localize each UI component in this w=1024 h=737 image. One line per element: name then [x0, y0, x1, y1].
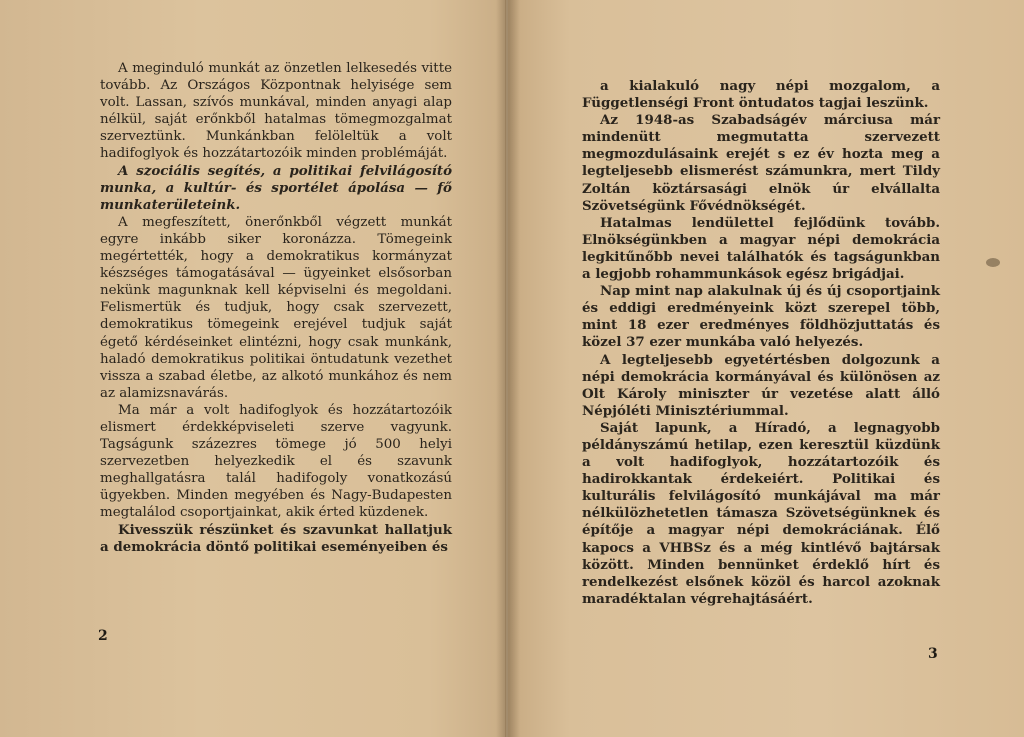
- paragraph: a kialakuló nagy népi mozgalom, a Függetlenségi Front öntudatos tagjai leszünk.: [582, 78, 940, 112]
- paragraph: A meginduló munkát az önzetlen lelkesedés vitte tovább. Az Országos Központnak helyisége sem volt. Lassan, szívós munkával, minden anyagi alap nélkül, saját erőnkből hatalmas tömegmozgalmat szerveztünk. Munkánkban felöleltük a volt hadifoglyok és hozzátartozóik minden problémáját.: [100, 61, 452, 162]
- paragraph: Nap mint nap alakulnak új és új csoportjaink és eddigi eredményeink közt szerepel több, mint 18 ezer eredményes földhözjuttatás és közel 37 ezer munkába való helyezés.: [582, 283, 940, 351]
- page-number-left: 2: [98, 628, 108, 644]
- left-page-text-column: [100, 60, 452, 556]
- ink-stain: [986, 258, 1000, 267]
- paragraph-italic: A szociális segítés, a politikai felvilágosító munka, a kultúr- és sportélet ápolása — fő munkaterületeink.: [100, 162, 452, 213]
- paragraph-bold: Kivesszük részünket és szavunkat hallatjuk a demokrácia döntő politikai eseményeiben és: [100, 521, 452, 555]
- page-number-right: 3: [928, 646, 938, 662]
- paragraph: A legteljesebb egyetértésben dolgozunk a népi demokrácia kormányával és különösen az Olt Károly miniszter úr vezetése alatt álló Népjóléti Minisztériummal.: [582, 351, 940, 419]
- paragraph: Saját lapunk, a Híradó, a legnagyobb példányszámú hetilap, ezen keresztül küzdünk a volt hadifoglyok, hozzátartozóik és hadirokkantak érdekeiért. Politikai és kulturális felvilágosító munkájával ma már nélkülözhetetlen támasza Szövetségünknek és építője a magyar népi demokráciának. Élő kapocs a VHBSz és a még kintlévő bajtársak között. Minden bennünket érdeklő hírt és rendelkezést elsőnek közöl és harcol azoknak maradéktalan végrehajtásáért.: [582, 419, 940, 607]
- paragraph: Hatalmas lendülettel fejlődünk tovább. Elnökségünkben a magyar népi demokrácia legkitűnőbb nevei találhatók és tagságunkban a legjobb rohammunkások egész brigádjai.: [582, 214, 940, 283]
- paragraph: Az 1948-as Szabadságév márciusa már mindenütt megmutatta szervezett megmozdulásaink erejét s ez év hozta meg a legteljesebb elismerést számunkra, mert Tildy Zoltán köztársasági elnök úr elvállalta Szövetségünk Fővédnökségét.: [582, 112, 940, 214]
- right-page-text-column: [582, 78, 940, 608]
- left-page: [0, 0, 506, 737]
- paragraph: Ma már a volt hadifoglyok és hozzátartozóik elismert érdekképviseleti szerve vagyunk. Tagságunk százezres tömege jó 500 helyi szervezetben helyezkedik el és szavunk meghallgatásra talál hadifogoly vonatkozású ügyekben. Minden megyében és Nagy-Budapesten megtalálod csoportjainkat, akik érted küzdenek.: [100, 402, 452, 521]
- paragraph: A megfeszített, önerőnkből végzett munkát egyre inkább siker koronázza. Tömegeink megértették, hogy a demokratikus kormányzat készséges támogatásával — ügyeinket elsősorban nekünk magunknak kell képviselni és megoldani. Felismertük és tudjuk, hogy csak szervezett, demokratikus tömegeink erejével tudjuk saját égető kérdéseinket elintézni, hogy csak munkánk, haladó demokratikus politikai öntudatunk vezethet vissza a szabad életbe, az alkotó munkához és nem az alamizsnavárás.: [100, 214, 452, 401]
- right-page: [508, 0, 1024, 737]
